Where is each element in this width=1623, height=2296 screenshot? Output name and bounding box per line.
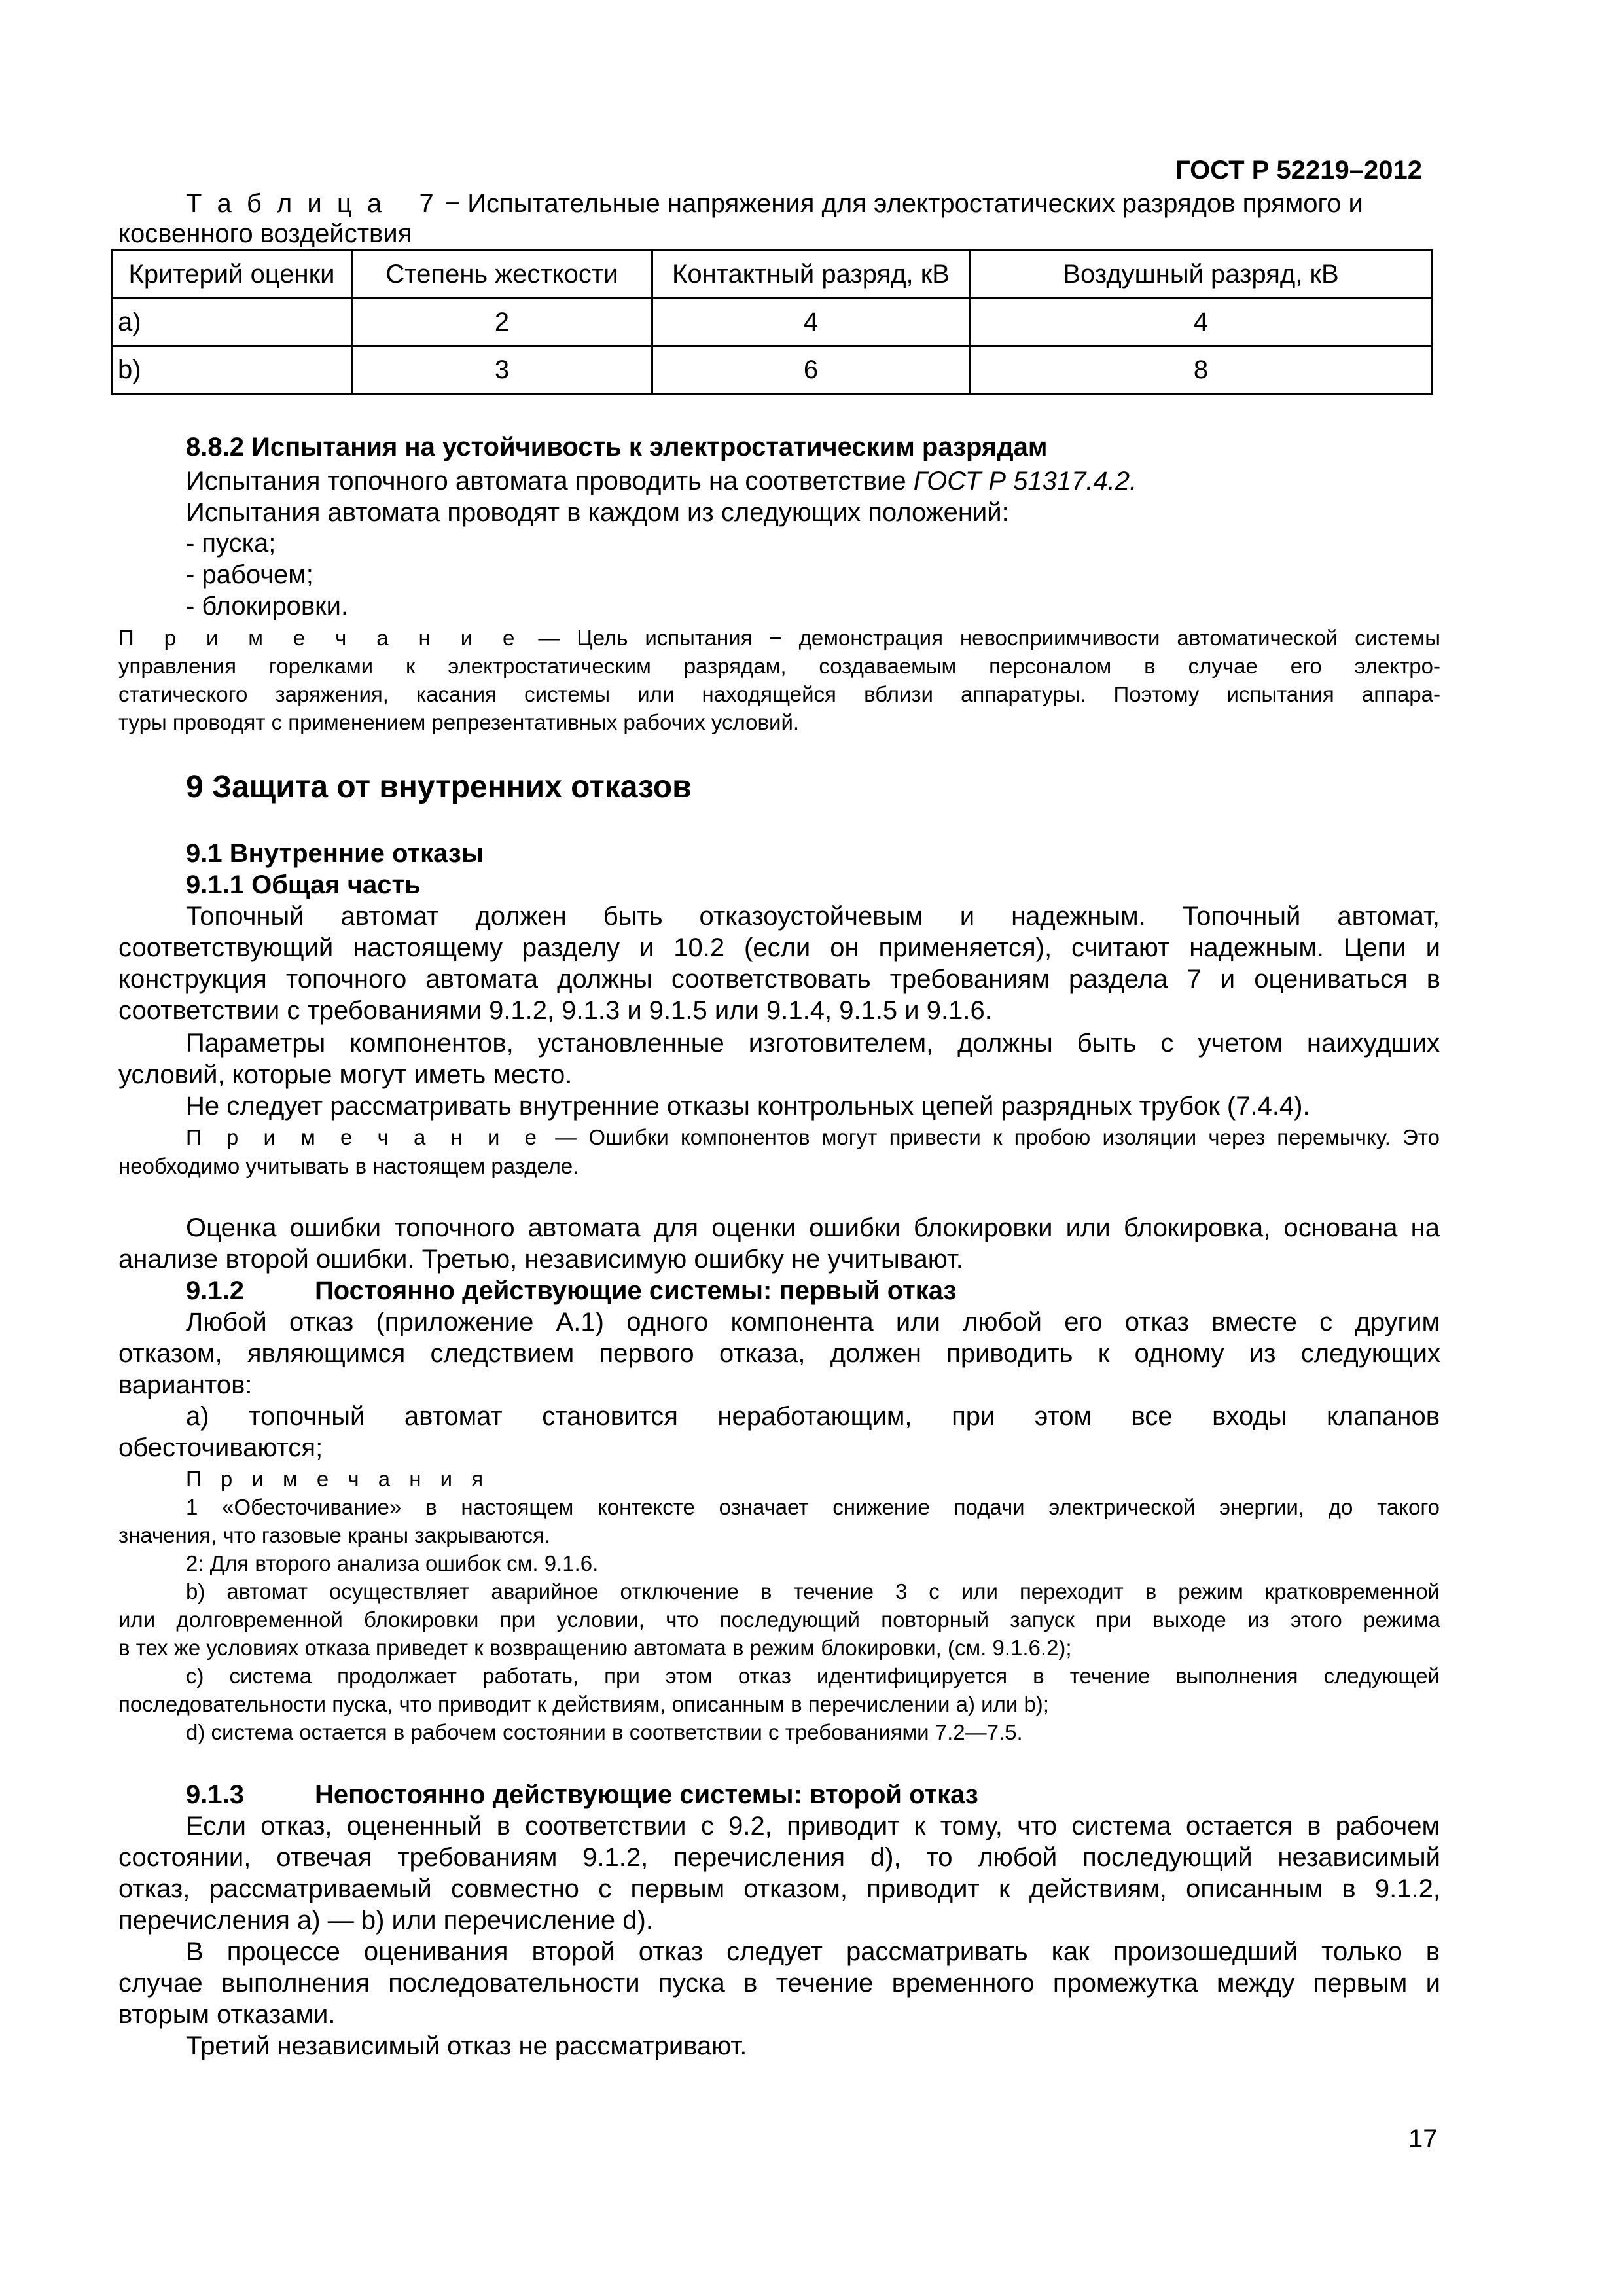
table-caption-text: − Испытательные напряжения для электростатических разрядов прямого и xyxy=(444,189,1363,218)
note-line xyxy=(118,625,1440,651)
note-line xyxy=(186,1124,1440,1151)
list-item: - блокировки. xyxy=(186,592,349,620)
table-caption-label: Т а б л и ц а 7 xyxy=(186,189,438,218)
table-cell: 6 xyxy=(652,346,970,394)
table-header-cell: Степень жесткости xyxy=(352,251,652,298)
paragraph-line: вторым отказами. xyxy=(118,2000,336,2029)
document-id: ГОСТ Р 52219–2012 xyxy=(1175,156,1422,185)
paragraph-line: состоянии, отвечая требованиям 9.1.2, перечисления d), то любой последующий независимый xyxy=(118,1843,1440,1872)
table-header-cell: Контактный разряд, кВ xyxy=(652,251,970,298)
note-line: управления горелками к электростатическим разрядам, создаваемым персоналом в случае его электро- xyxy=(118,654,1440,678)
paragraph-line: вариантов: xyxy=(118,1371,253,1399)
section-9-1-2-num: 9.1.2 xyxy=(186,1276,244,1305)
note-line: необходимо учитывать в настоящем разделе. xyxy=(118,1154,579,1178)
note-line: 1 «Обесточивание» в настоящем контексте означает снижение подачи электрической энергии, до такого xyxy=(186,1495,1440,1519)
table-cell: 2 xyxy=(352,298,652,346)
section-8-8-2-p1 xyxy=(186,466,1137,496)
list-item-a: а) топочный автомат становится неработающим, при этом все входы клапанов xyxy=(186,1402,1440,1431)
note-line: 2: Для второго анализа ошибок см. 9.1.6. xyxy=(186,1551,599,1575)
notes-label: П р и м е ч а н и я xyxy=(186,1467,490,1491)
note-text: — Ошибки компонентов могут привести к пробою изоляции через перемычку. Это xyxy=(555,1125,1440,1149)
paragraph-line: Не следует рассматривать внутренние отказы контрольных цепей разрядных трубок (7.4.4). xyxy=(186,1092,1310,1121)
paragraph-line: Топочный автомат должен быть отказоустойчевым и надежным. Топочный автомат, xyxy=(186,902,1440,931)
paragraph-line: отказом, являющимся следствием первого отказа, должен приводить к одному из следующих xyxy=(118,1339,1440,1368)
paragraph-line: конструкция топочного автомата должны соответствовать требованиям раздела 7 и оцениваться в xyxy=(118,965,1440,994)
standard-ref: ГОСТ Р 51317.4.2. xyxy=(913,467,1137,495)
page-number: 17 xyxy=(1408,2125,1438,2153)
paragraph-line: Третий независимый отказ не рассматривают. xyxy=(186,2032,747,2060)
section-9-title: 9 Защита от внутренних отказов xyxy=(186,770,692,804)
table-cell: а) xyxy=(112,298,352,346)
note-line: значения, что газовые краны закрываются. xyxy=(118,1523,551,1547)
list-item-b: b) автомат осуществляет аварийное отключение в течение 3 с или переходит в режим кратковременной xyxy=(186,1579,1440,1604)
paragraph-line: Параметры компонентов, установленные изготовителем, должны быть с учетом наихудших xyxy=(186,1029,1440,1058)
table-cell: 4 xyxy=(970,298,1433,346)
section-9-1-1-title: 9.1.1 Общая часть xyxy=(186,870,421,899)
note-line: туры проводят с применением репрезентативных рабочих условий. xyxy=(118,710,800,734)
paragraph-line: перечисления а) — b) или перечисление d). xyxy=(118,1906,653,1935)
table-cell: 4 xyxy=(652,298,970,346)
table-cell: 3 xyxy=(352,346,652,394)
paragraph-line: В процессе оценивания второй отказ следует рассматривать как произошедший только в xyxy=(186,1937,1440,1966)
list-item-d: d) система остается в рабочем состоянии в соответствии с требованиями 7.2—7.5. xyxy=(186,1720,1023,1744)
list-item-c-cont: последовательности пуска, что приводит к действиям, описанным в перечислении а) или b); xyxy=(118,1692,1049,1716)
section-9-1-2-title: Постоянно действующие системы: первый отказ xyxy=(315,1276,957,1305)
table-caption-cont: косвенного воздействия xyxy=(118,219,412,248)
list-item-c: с) система продолжает работать, при этом отказ идентифицируется в течение выполнения следующей xyxy=(186,1664,1440,1688)
table-header-cell: Воздушный разряд, кВ xyxy=(970,251,1433,298)
paragraph-line: отказ, рассматриваемый совместно с первым отказом, приводит к действиям, описанным в 9.1.2, xyxy=(118,1874,1440,1903)
list-item: - пуска; xyxy=(186,529,276,558)
paragraph-line: Если отказ, оцененный в соответствии с 9.2, приводит к тому, что система остается в рабочем xyxy=(186,1812,1440,1840)
note-text: — Цель испытания − демонстрация невосприимчивости автоматической системы xyxy=(538,626,1441,650)
table-7 xyxy=(111,249,1433,395)
list-item-a-cont: обесточиваются; xyxy=(118,1433,323,1462)
section-9-1-3-title: Непостоянно действующие системы: второй отказ xyxy=(315,1780,978,1809)
paragraph-line: Оценка ошибки топочного автомата для оценки ошибки блокировки или блокировка, основана на xyxy=(186,1213,1440,1242)
table-caption xyxy=(186,188,1363,219)
table-cell: 8 xyxy=(970,346,1433,394)
table-row xyxy=(112,346,1433,394)
section-9-1-title: 9.1 Внутренние отказы xyxy=(186,839,484,868)
section-8-8-2-title: 8.8.2 Испытания на устойчивость к электростатическим разрядам xyxy=(186,433,1048,461)
paragraph-line: анализе второй ошибки. Третью, независимую ошибку не учитывают. xyxy=(118,1245,963,1274)
paragraph-line: случае выполнения последовательности пуска в течение временного промежутка между первым и xyxy=(118,1969,1440,1998)
note-label: П р и м е ч а н и е xyxy=(186,1125,543,1149)
table-cell: b) xyxy=(112,346,352,394)
section-9-1-3-num: 9.1.3 xyxy=(186,1780,244,1809)
list-item-b-cont: или долговременной блокировки при условии, что последующий повторный запуск при выходе из этого режима xyxy=(118,1607,1440,1632)
paragraph-line: условий, которые могут иметь место. xyxy=(118,1060,573,1089)
paragraph-line: соответствии с требованиями 9.1.2, 9.1.3 и 9.1.5 или 9.1.4, 9.1.5 и 9.1.6. xyxy=(118,996,992,1025)
p1-text: Испытания топочного автомата проводить на соответствие xyxy=(186,467,914,495)
note-line: статического заряжения, касания системы или находящейся вблизи аппаратуры. Поэтому испытания аппара- xyxy=(118,682,1440,706)
list-item: - рабочем; xyxy=(186,560,313,589)
table-header-row xyxy=(112,251,1433,298)
section-8-8-2-p2: Испытания автомата проводят в каждом из следующих положений: xyxy=(186,498,1009,527)
note-label: П р и м е ч а н и е xyxy=(118,626,522,650)
paragraph-line: соответствующий настоящему разделу и 10.2 (если он применяется), считают надежным. Цепи и xyxy=(118,933,1440,962)
table-row xyxy=(112,298,1433,346)
list-item-b-cont: в тех же условиях отказа приведет к возвращению автомата в режим блокировки, (см. 9.1.6.2); xyxy=(118,1636,1072,1660)
table-header-cell: Критерий оценки xyxy=(112,251,352,298)
paragraph-line: Любой отказ (приложение А.1) одного компонента или любой его отказ вместе с другим xyxy=(186,1308,1440,1336)
